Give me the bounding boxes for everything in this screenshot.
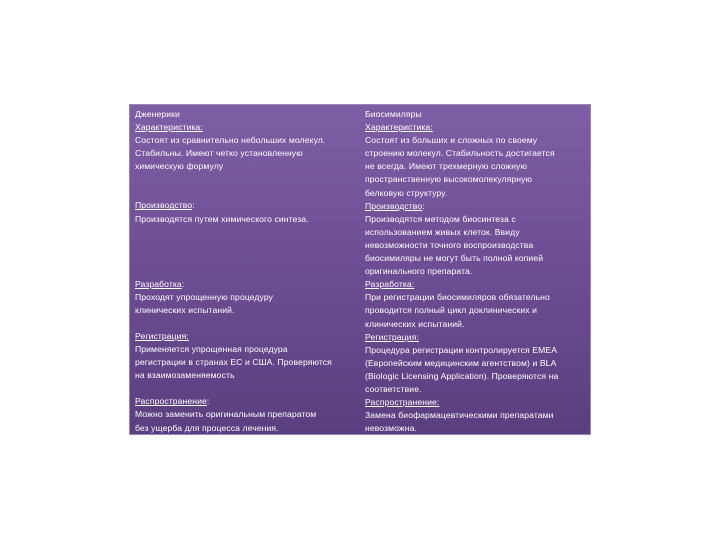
characteristics-heading: Характеристика: xyxy=(135,122,203,133)
text-line: (Европейским медицинским агентством) и BLA xyxy=(365,357,557,368)
registration-heading: Регистрация: xyxy=(135,330,189,341)
distribution-heading xyxy=(135,395,359,408)
production-heading-colon: : xyxy=(422,200,425,211)
generics-column xyxy=(135,108,359,435)
text-line: химическую формулу xyxy=(135,161,224,172)
development-heading-colon: : xyxy=(181,278,185,289)
text-line: использованием живых клеток. Ввиду xyxy=(365,226,520,237)
text-line: Замена биофармацевтическими препаратами xyxy=(365,410,554,421)
production-heading-text: Производство xyxy=(135,200,193,211)
text-line: (Biologic Licensing Application). Проверяются на xyxy=(365,370,559,381)
biosimilars-column xyxy=(365,108,585,435)
text-line: клинических испытаний. xyxy=(135,304,235,315)
text-line: Проходят упрощенную процедуру xyxy=(135,291,274,302)
development-heading: Разработка: xyxy=(365,279,415,290)
production-heading xyxy=(135,199,359,212)
column-header: Биосимиляры xyxy=(365,109,422,119)
distribution-heading: Распространение: xyxy=(365,397,440,408)
text-line: белковую структуру. xyxy=(365,187,448,198)
text-line: клинических испытаний. xyxy=(365,318,465,329)
text-line: При регистрации биосимиляров обязательно xyxy=(365,292,550,303)
text-line: не всегда. Имеют трехмерную сложную xyxy=(365,161,527,172)
text-line: Состоят из сравнительно небольших молекул. xyxy=(135,135,326,146)
registration-heading: Регистрация: xyxy=(365,331,419,342)
text-line: проводится полный цикл доклинических и xyxy=(365,305,538,316)
comparison-table xyxy=(129,104,591,435)
text-line: Состоят из больших и сложных по своему xyxy=(365,135,538,146)
text-line: на взаимозаменяемость xyxy=(135,370,235,381)
text-line: биосимиляры не могут быть полной копией xyxy=(365,253,544,264)
text-line: оригинального препарата. xyxy=(365,266,473,277)
characteristics-heading: Характеристика: xyxy=(365,122,433,133)
text-line: без ущерба для процесса лечения. xyxy=(135,422,279,433)
development-heading xyxy=(135,278,359,291)
production-heading xyxy=(365,200,585,213)
distribution-heading-colon: : xyxy=(206,396,210,407)
text-line: соответствие. xyxy=(365,383,422,394)
column-header: Дженерики xyxy=(135,109,180,119)
text-line: Производятся методом биосинтеза с xyxy=(365,213,516,224)
text-line: Стабильны. Имеют четко установленную xyxy=(135,148,303,159)
text-line: невозможна. xyxy=(365,423,417,434)
text-line: Процедура регистрации контролируется EMEA xyxy=(365,344,558,355)
text-line: строению молекул. Стабильность достигается xyxy=(365,148,555,159)
text-line: невозможности точного воспроизводства xyxy=(365,239,534,250)
distribution-heading-text: Распространение xyxy=(135,396,207,407)
text-line: регистрации в странах ЕС и США. Проверяются xyxy=(135,357,332,368)
text-line: Производятся путем химического синтеза. xyxy=(135,213,309,224)
text-line: Применяется упрощенная процедура xyxy=(135,344,288,355)
development-heading-text: Разработка xyxy=(135,278,182,289)
text-line: пространственную высокомолекулярную xyxy=(365,174,533,185)
production-heading-colon: : xyxy=(192,200,195,211)
production-heading-text: Производство xyxy=(365,200,423,211)
text-line: Можно заменить оригинальным препаратом xyxy=(135,409,317,420)
